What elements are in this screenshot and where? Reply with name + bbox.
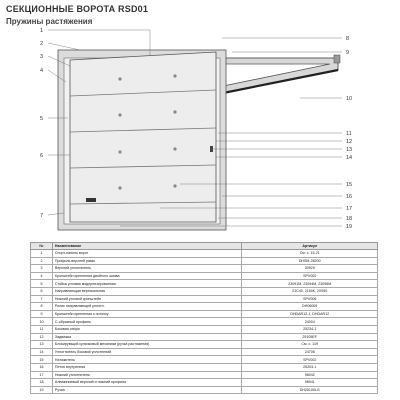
door-panels [70, 52, 216, 222]
diagram-subtitle: Пружины растяжения [6, 17, 93, 26]
article-cell: 25203-1 [242, 363, 378, 371]
name-cell: Стойка угловая модернизированная [52, 280, 242, 288]
article-cell: SPV002 [242, 272, 378, 280]
number-cell: 17 [31, 371, 53, 379]
article-cell: SPV006 [242, 295, 378, 303]
table-row [31, 325, 378, 333]
article-cell: DH25100LG [242, 386, 378, 394]
table-row [31, 295, 378, 303]
callout-10: 10 [346, 96, 353, 102]
article-cell: См. с. 119 [242, 341, 378, 349]
table-row [31, 341, 378, 349]
table-row [31, 303, 378, 311]
callout-15: 15 [346, 182, 353, 188]
callout-4: 4 [40, 68, 44, 74]
article-cell: SPV002 [242, 356, 378, 364]
table-row [31, 272, 378, 280]
callouts-right [346, 36, 352, 230]
table-row [31, 280, 378, 288]
parts-table [30, 242, 378, 394]
article-cell: DHDAR12-1, DHDAR12 [242, 310, 378, 318]
article-cell: 25105ЕF [242, 333, 378, 341]
number-cell: 15 [31, 356, 53, 364]
article-cell: DHSM-28200 [242, 257, 378, 265]
number-cell: 5 [31, 280, 53, 288]
article-cell: 21С40, 2160К, 2Х050 [242, 287, 378, 295]
callouts-left [40, 28, 43, 219]
name-cell: Натяжитель [52, 356, 242, 364]
name-cell: Петля внутренняя [52, 363, 242, 371]
table-row [31, 287, 378, 295]
number-cell: 7 [31, 295, 53, 303]
header-article: Артикул [242, 243, 378, 250]
callout-9: 9 [346, 50, 350, 56]
number-cell: 6 [31, 287, 53, 295]
name-cell: Кронштейн крепления двойного шкива [52, 272, 242, 280]
header-number: № [31, 243, 53, 250]
name-cell: Нижний уплотнитель [52, 371, 242, 379]
parts-table-header [31, 243, 378, 250]
number-cell: 8 [31, 303, 53, 311]
table-row [31, 333, 378, 341]
table-row [31, 356, 378, 364]
article-cell: См. с. 15-21 [242, 250, 378, 258]
table-row [31, 310, 378, 318]
article-cell: 25234-1 [242, 325, 378, 333]
name-cell: Алюминиевый верхний и нижний профиля [52, 379, 242, 387]
number-cell: 10 [31, 318, 53, 326]
name-cell: Нижний угловой кронштейн [52, 295, 242, 303]
name-cell: Спорт-панель ворот [52, 250, 242, 258]
number-cell: 4 [31, 272, 53, 280]
name-cell: Уплотнитель боковой уплотнений [52, 348, 242, 356]
number-cell: 16 [31, 363, 53, 371]
name-cell: Кронштейн крепления к потолку [52, 310, 242, 318]
table-row [31, 379, 378, 387]
table-row [31, 265, 378, 273]
callout-13: 13 [346, 147, 353, 153]
table-row [31, 386, 378, 394]
number-cell: 18 [31, 379, 53, 387]
name-cell: Направляющая вертикальная [52, 287, 242, 295]
number-cell: 3 [31, 265, 53, 273]
number-cell: 9 [31, 310, 53, 318]
callout-7: 7 [40, 213, 44, 219]
table-row [31, 318, 378, 326]
callout-17: 17 [346, 206, 353, 212]
name-cell: Задвижка [52, 333, 242, 341]
callout-6: 6 [40, 153, 44, 159]
number-cell: 1 [31, 250, 53, 258]
table-row [31, 363, 378, 371]
number-cell: 12 [31, 333, 53, 341]
callout-16: 16 [346, 194, 353, 200]
article-cell: 98042 [242, 371, 378, 379]
number-cell: 13 [31, 341, 53, 349]
callout-12: 12 [346, 139, 353, 145]
name-cell: С-образный профиль [52, 318, 242, 326]
header-name: Наименование [52, 243, 242, 250]
callout-14: 14 [346, 155, 353, 161]
callout-3: 3 [40, 54, 44, 60]
table-row [31, 257, 378, 265]
number-cell: 11 [31, 325, 53, 333]
parts-table-body [31, 250, 378, 394]
table-row [31, 348, 378, 356]
callout-2: 2 [40, 41, 44, 47]
number-cell: 2 [31, 257, 53, 265]
callout-11: 11 [346, 131, 352, 137]
callout-1: 1 [40, 28, 44, 34]
callout-5: 5 [40, 116, 44, 122]
article-cell: 24706 [242, 348, 378, 356]
callout-18: 18 [346, 216, 353, 222]
name-cell: Верхний уплотнитель [52, 265, 242, 273]
name-cell: Профиль верхней рамы [52, 257, 242, 265]
diagram-title: СЕКЦИОННЫЕ ВОРОТА RSD01 [6, 4, 149, 14]
name-cell: Блокирующий кулачковый механизм (ручка растяжения) [52, 341, 242, 349]
table-row [31, 250, 378, 258]
article-cell: 30929 [242, 265, 378, 273]
table-row [31, 371, 378, 379]
article-cell: 98041 [242, 379, 378, 387]
name-cell: Ролик направляющей уплотн. [52, 303, 242, 311]
article-cell: DH06009 [242, 303, 378, 311]
name-cell: Боковая опора [52, 325, 242, 333]
callout-19: 19 [346, 224, 353, 230]
article-cell: 23091М, 23094М, 23096М [242, 280, 378, 288]
name-cell: Ручка [52, 386, 242, 394]
number-cell: 14 [31, 348, 53, 356]
article-cell: 24004 [242, 318, 378, 326]
callout-8: 8 [346, 36, 350, 42]
number-cell: 19 [31, 386, 53, 394]
